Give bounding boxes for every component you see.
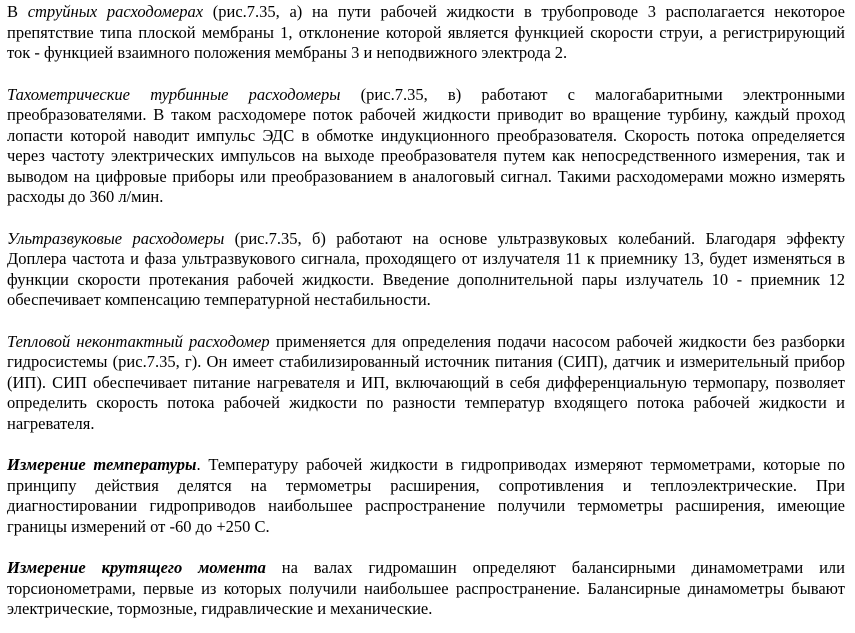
document-page <box>7 2 845 620</box>
paragraph-torque-measurement <box>7 558 845 620</box>
paragraph-body: (рис.7.35, а) на пути рабочей жидкости в трубопроводе 3 располагается некоторое препятствие типа плоской мембраны 1, отклонение которой является функцией скорости струи, а регистрирующий ток - функцией взаимного положения мембраны 3 и неподвижного электрода 2. <box>7 2 845 62</box>
term-ultrasonic-flowmeters: Ультразвуковые расходомеры <box>7 228 225 248</box>
paragraph-body: . Температуру рабочей жидкости в гидроприводах измеряют термометрами, которые по принципу действия делятся на термометры расширения, сопротивления и теплоэлектрические. При диагностировании гидроприводов наибольшее распространение получили термометры расширения, имеющие границы измерений от -60 до +250 С. <box>7 455 845 536</box>
term-thermal-flowmeter: Тепловой неконтактный расходомер <box>7 331 270 351</box>
paragraph-ultrasonic-flowmeters <box>7 229 845 311</box>
paragraph-body: (рис.7.35, в) работают с малогабаритными электронными преобразователями. В таком расходомере поток рабочей жидкости приводит во вращение турбину, каждый проход лопасти которой наводит импульс ЭДС в обмотке индукционного преобразователя. Скорость потока определяется через частоту электрических импульсов на выходе преобразователя путем как непосредственного измерения, так и выводом на цифровые приборы или преобразованием в аналоговый сигнал. Такими расходомерами можно измерять расходы до 360 л/мин. <box>7 84 845 206</box>
paragraph-turbine-flowmeters <box>7 85 845 208</box>
term-turbine-flowmeters: Тахометрические турбинные расходомеры <box>7 84 341 104</box>
paragraph-body: (рис.7.35, б) работают на основе ультразвуковых колебаний. Благодаря эффекту Доплера частота и фаза ультразвукового сигнала, проходящего от излучателя 11 к приемнику 13, будет изменяться в функции скорости протекания рабочей жидкости. Введение дополнительной пары излучатель 10 - приемник 12 обеспечивает компенсацию температурной нестабильности. <box>7 228 845 309</box>
paragraph-temperature-measurement <box>7 455 845 537</box>
paragraph-jet-flowmeters <box>7 2 845 64</box>
paragraph-lead: В <box>7 2 28 21</box>
heading-temperature-measurement: Измерение температуры <box>7 455 197 474</box>
paragraph-body: применяется для определения подачи насосом рабочей жидкости без разборки гидросистемы (рис.7.35, г). Он имеет стабилизированный источник питания (СИП), датчик и измерительный прибор (ИП). СИП обеспечивает питание нагревателя и ИП, включающий в себя дифференциальную термопару, позволяет определить скорость потока рабочей жидкости по разности температур входящего потока рабочей жидкости и нагревателя. <box>7 331 845 433</box>
paragraph-thermal-flowmeter <box>7 332 845 435</box>
heading-torque-measurement: Измерение крутящего момента <box>7 558 266 577</box>
term-jet-flowmeters: струйных расходомерах <box>27 2 204 21</box>
paragraph-body: на валах гидромашин определяют балансирными динамометрами или торсионометрами, первые из которых получили наибольшее распространение. Балансирные динамометры бывают электрические, тормозные, гидравлические и механические. <box>7 558 845 618</box>
